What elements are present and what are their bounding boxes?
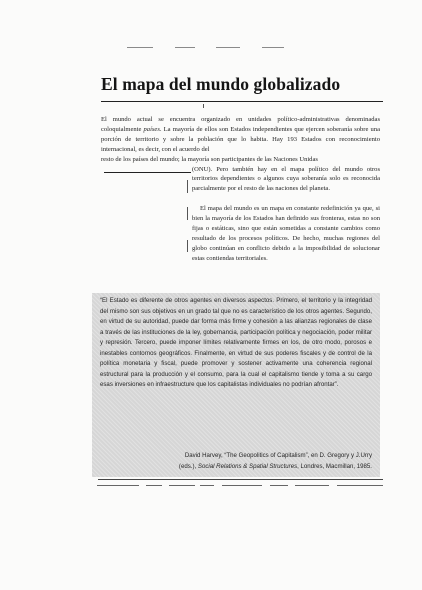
- quote-citation: David Harvey, “The Geopolitics of Capitalism”, en D. Gregory y J.Urry (eds.), Social Relations & Spatial Structures, Londres, Macmillan, 1985.: [178, 452, 372, 470]
- scan-artifact: [187, 180, 188, 193]
- scan-artifact: [200, 485, 214, 486]
- paragraph-intro-continued: (ONU). Pero también hay en el mapa político del mundo otros territorios dependientes o algunos cuya soberanía solo es reconocida parcialmente por el resto de las naciones del planeta.: [192, 165, 380, 193]
- scan-artifact: [262, 47, 284, 48]
- scan-artifact: [216, 47, 240, 48]
- scan-artifact: [146, 485, 162, 486]
- scan-artifact: [127, 47, 153, 48]
- scan-artifact: [203, 104, 204, 108]
- scan-artifact: [270, 485, 288, 486]
- paragraph-intro: El mundo actual se encuentra organizado en unidades político-administrativas denominadas coloquialmente países. La mayoría de ellos son Estados independientes que ejercen soberanía sobre una porción de territorio y sobre la población que lo habita. Hay 193 Estados con reconocimiento internacional, es decir, con el acuerdo del: [101, 116, 380, 153]
- scan-artifact: [97, 485, 139, 486]
- scan-artifact: [187, 240, 188, 252]
- paragraph-intro-last-line: resto de los países del mundo; la mayoría son participantes de las Naciones Unidas: [101, 155, 318, 163]
- scan-artifact: [337, 485, 383, 486]
- page-title: El mapa del mundo globalizado: [101, 74, 341, 94]
- scan-artifact: [169, 485, 195, 486]
- paragraph-map: El mapa del mundo es un mapa en constante redefinición ya que, si bien la mayoría de los Estados han definido sus fronteras, estas no son fijas o estáticas, sino que están sometidas a constante cambios como resultado de los procesos políticos. De hecho, muchas regiones del globo continúan en conflicto debido a la imposibilidad de solucionar estas contiendas territoriales.: [192, 205, 380, 262]
- scan-artifact: [187, 207, 188, 220]
- scan-artifact: [222, 485, 262, 486]
- footer-rule: [98, 479, 383, 480]
- title-rule: [101, 101, 383, 102]
- scan-artifact: [175, 47, 195, 48]
- scan-artifact: [295, 485, 329, 486]
- quote-text: “El Estado es diferente de otros agentes en diversos aspectos. Primero, el territorio y la integridad del mismo son sus objetivos en un grado tal que no es característico de los otros agentes. Segundo, en virtud de su autoridad, puede dar forma más firme y cohesión a las alianzas regionales de clase a través de las instituciones de la ley, gobernancia, participación política y negociación, poder militar y represión. Tercero, puede imponer límites relativamente firmes en los, de otro modo, porosos e inestables contornos geográficos. Finalmente, en virtud de sus poderes fiscales y de control de la política monetaria y fiscal, puede promover y sostener activamente una coherencia regional estructural para la producción y el consumo, para la cual el capitalismo tiende y toma a su cargo esas inversiones en infraestructure que los capitalistas individuales no podrían afrontar”.: [100, 297, 372, 389]
- side-rule: [104, 172, 191, 173]
